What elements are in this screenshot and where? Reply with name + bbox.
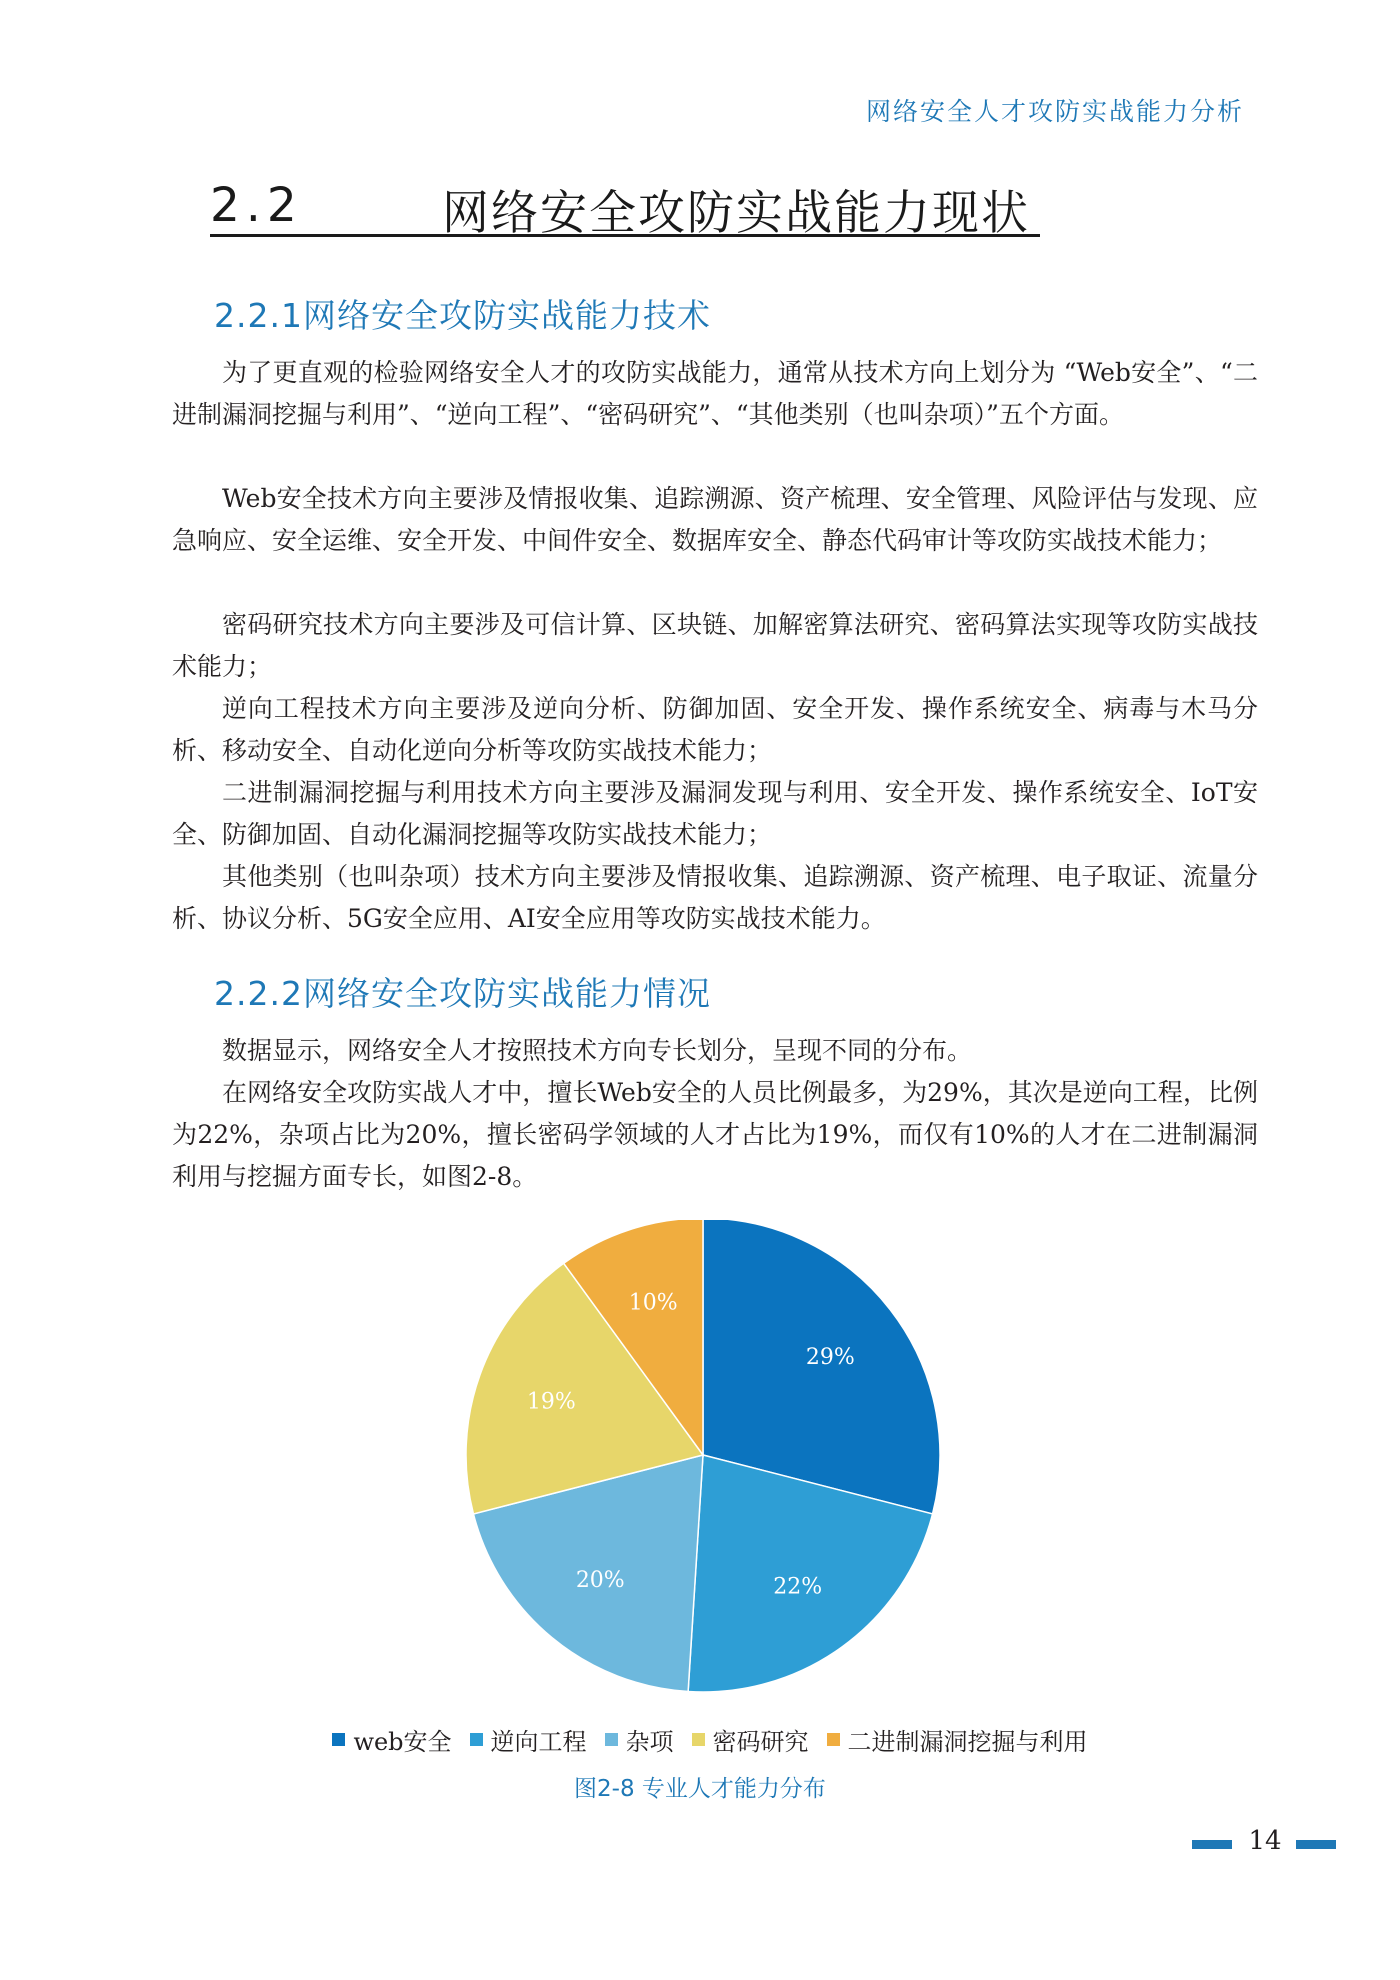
- paragraph: 密码研究技术方向主要涉及可信计算、区块链、加解密算法研究、密码算法实现等攻防实战技术能力；: [172, 610, 1258, 681]
- legend-label: 杂项: [625, 1728, 674, 1756]
- legend-item: [605, 1722, 674, 1757]
- slice-label-3: 20%: [575, 1568, 625, 1594]
- legend-swatch: [470, 1733, 483, 1746]
- paragraph: Web安全技术方向主要涉及情报收集、追踪溯源、资产梳理、安全管理、风险评估与发现、应急响应、安全运维、安全开发、中间件安全、数据库安全、静态代码审计等攻防实战技术能力；: [172, 484, 1258, 555]
- legend-item: [827, 1722, 1088, 1757]
- subsection-title-2: 2.2.2网络安全攻防实战能力情况: [214, 974, 711, 1013]
- legend-item: [692, 1722, 809, 1757]
- slice-label-2: 22%: [773, 1574, 823, 1600]
- footer-bar-left: [1192, 1840, 1232, 1849]
- pie-slices: [466, 1220, 940, 1692]
- legend-item: [470, 1722, 587, 1757]
- legend-swatch: [827, 1733, 840, 1746]
- legend-swatch: [692, 1733, 705, 1746]
- slice-label-5: 10%: [628, 1290, 678, 1316]
- page-number: 14: [1248, 1826, 1282, 1856]
- legend-label: 二进制漏洞挖掘与利用: [847, 1728, 1088, 1756]
- legend-label: web安全: [353, 1728, 452, 1756]
- footer-bar-right: [1296, 1840, 1336, 1849]
- paragraph: 逆向工程技术方向主要涉及逆向分析、防御加固、安全开发、操作系统安全、病毒与木马分析、移动安全、自动化逆向分析等攻防实战技术能力；: [172, 694, 1258, 765]
- figure-caption: 图2-8 专业人才能力分布: [574, 1776, 826, 1802]
- section-number: 2.2: [210, 178, 303, 233]
- paragraph: 数据显示，网络安全人才按照技术方向专长划分，呈现不同的分布。: [222, 1036, 973, 1065]
- chart-legend: [310, 1722, 1110, 1757]
- subsection-title-1: 2.2.1网络安全攻防实战能力技术: [214, 296, 711, 335]
- section-heading: [210, 172, 1040, 241]
- legend-swatch: [332, 1733, 345, 1746]
- legend-label: 密码研究: [712, 1728, 809, 1756]
- legend-swatch: [605, 1733, 618, 1746]
- legend-label: 逆向工程: [490, 1728, 587, 1756]
- paragraph: 在网络安全攻防实战人才中，擅长Web安全的人员比例最多，为29%，其次是逆向工程，比例为22%，杂项占比为20%，擅长密码学领域的人才占比为19%，而仅有10%的人才在二进制漏洞利用与挖掘方面专长，如图2-8。: [172, 1078, 1258, 1191]
- slice-label-1: 29%: [805, 1345, 855, 1371]
- paragraph: 为了更直观的检验网络安全人才的攻防实战能力，通常从技术方向上划分为 “Web安全”、“二进制漏洞挖掘与利用”、“逆向工程”、“密码研究”、“其他类别（也叫杂项）”五个方面。: [172, 358, 1258, 429]
- legend-item: [332, 1722, 451, 1757]
- running-header: 网络安全人才攻防实战能力分析: [865, 97, 1244, 126]
- slice-label-4: 19%: [526, 1389, 576, 1415]
- paragraph: 二进制漏洞挖掘与利用技术方向主要涉及漏洞发现与利用、安全开发、操作系统安全、IoT安全、防御加固、自动化漏洞挖掘等攻防实战技术能力；: [172, 778, 1258, 849]
- pie-chart: [0, 1220, 1400, 1720]
- section-title: 网络安全攻防实战能力现状: [442, 186, 1030, 241]
- paragraph: 其他类别（也叫杂项）技术方向主要涉及情报收集、追踪溯源、资产梳理、电子取证、流量分析、协议分析、5G安全应用、AI安全应用等攻防实战技术能力。: [172, 862, 1258, 933]
